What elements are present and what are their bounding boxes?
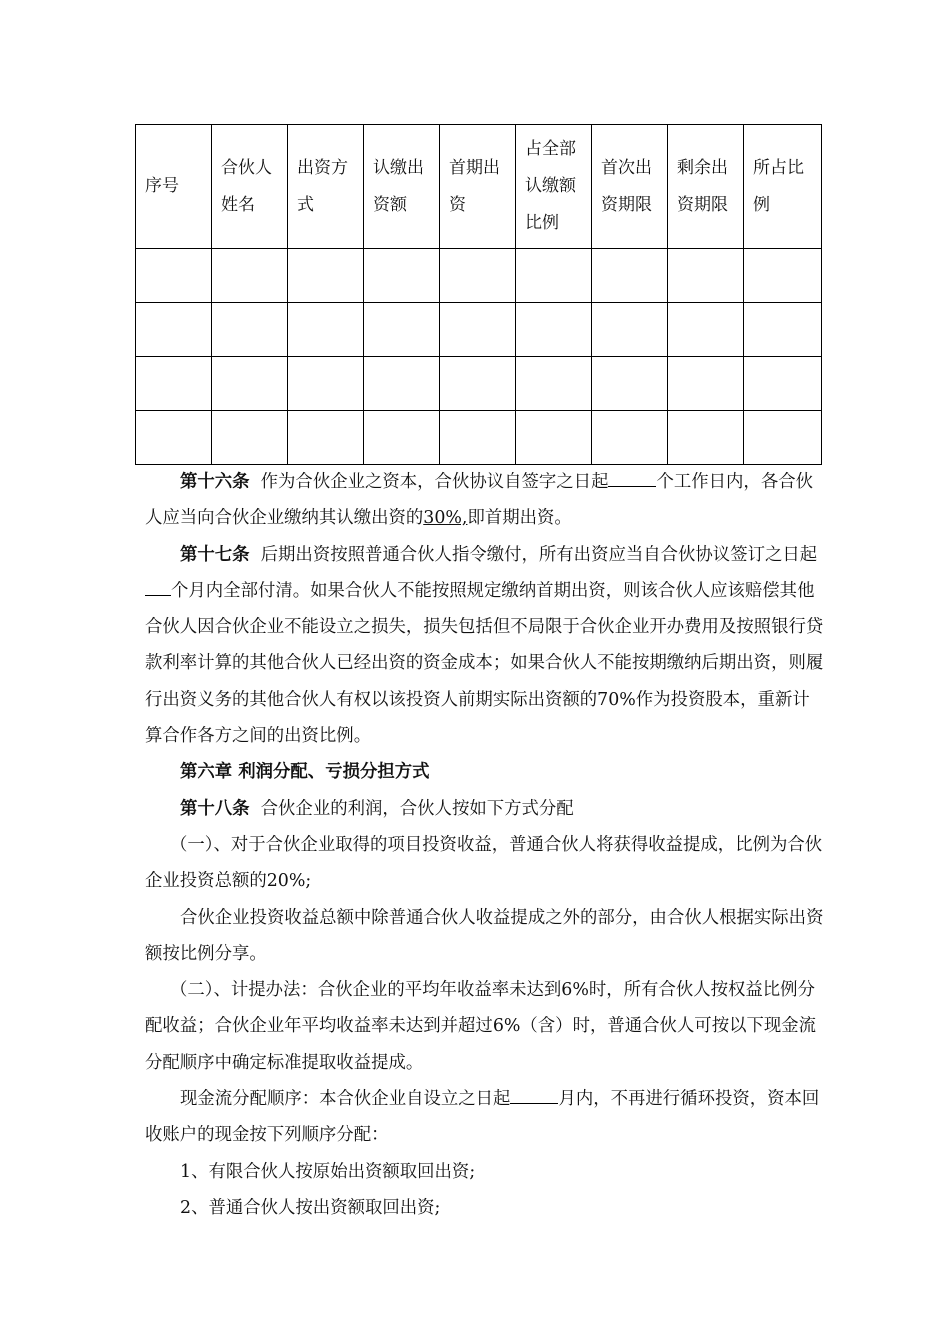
table-cell: [364, 411, 440, 465]
paragraph-accrual-method: （二）、计提办法：合伙企业的平均年收益率未达到6%时，所有合伙人按权益比例分配收益；合伙企业年平均收益率未达到并超过6%（含）时，普通合伙人可按以下现金流分配顺序中确定标准提取收益提成。: [145, 980, 817, 1073]
chapter-6-heading: 第六章 利润分配、亏损分担方式: [180, 762, 430, 783]
table-cell: [592, 303, 668, 357]
table-cell: [668, 249, 744, 303]
article-18-text: 合伙企业的利润，合伙人按如下方式分配: [260, 798, 574, 819]
table-cell: [516, 303, 592, 357]
article-17-text-2: 个月内全部付清。如果合伙人不能按照规定缴纳首期出资，则该合伙人应该赔偿其他合伙人因合伙企业不能设立之损失，损失包括但不局限于合伙企业开办费用及按照银行贷款利率计算的其他合伙人已经出资的资金成本；如果合伙人不能按期缴纳后期出资，则履行出资义务的其他合伙人有权以该投资人前期实际出资额的70%作为投资股本，重新计算合作各方之间的出资比例。: [145, 580, 824, 747]
article-17: [145, 537, 825, 755]
header-cell: 序号: [136, 125, 212, 249]
article-18: [145, 791, 825, 827]
table-cell: [288, 357, 364, 411]
article-16-text-2: 个工作日内，各合伙人应当向合伙企业缴纳其认缴出资的: [145, 472, 813, 529]
table-cell: [288, 411, 364, 465]
table-cell: [516, 249, 592, 303]
paragraph-profit-share: （一）、对于合伙企业取得的项目投资收益，普通合伙人将获得收益提成，比例为合伙企业投资总额的20%;: [145, 834, 823, 892]
table-cell: [744, 249, 822, 303]
table-cell: [744, 411, 822, 465]
header-cell: 出资方式: [288, 125, 364, 249]
table-cell: [212, 411, 288, 465]
header-cell: 认缴出资额: [364, 125, 440, 249]
header-cell: 合伙人姓名: [212, 125, 288, 249]
table-cell: [592, 249, 668, 303]
table-cell: [668, 303, 744, 357]
table-cell: [364, 249, 440, 303]
header-cell: 首次出资期限: [592, 125, 668, 249]
table-cell: [668, 411, 744, 465]
contribution-table: [135, 124, 822, 465]
table-cell: [212, 357, 288, 411]
header-cell: 所占比例: [744, 125, 822, 249]
table-cell: [668, 357, 744, 411]
table-cell: [136, 357, 212, 411]
table-cell: [136, 411, 212, 465]
table-cell: [440, 357, 516, 411]
table-cell: [516, 357, 592, 411]
table-cell: [440, 249, 516, 303]
table-cell: [136, 249, 212, 303]
table-row: [136, 411, 822, 465]
fill-blank: [145, 577, 171, 596]
cashflow-text-1: 现金流分配顺序：本合伙企业自设立之日起: [180, 1089, 511, 1110]
table-row: [136, 357, 822, 411]
table-cell: [288, 303, 364, 357]
article-16-text-3: 即首期出资。: [467, 508, 572, 529]
table-cell: [440, 303, 516, 357]
article-16: [145, 464, 825, 537]
header-cell: 首期出资: [440, 125, 516, 249]
paragraph-cashflow-order: [145, 1081, 825, 1154]
table-cell: [136, 303, 212, 357]
article-18-title: 第十八条: [180, 798, 250, 819]
table-row: [136, 303, 822, 357]
article-16-text-1: 作为合伙企业之资本，合伙协议自签字之日起: [260, 472, 609, 492]
table-header-row: [136, 125, 822, 249]
table-cell: [516, 411, 592, 465]
table-row: [136, 249, 822, 303]
table-cell: [288, 249, 364, 303]
table-cell: [744, 357, 822, 411]
table-cell: [212, 249, 288, 303]
article-17-text-1: 后期出资按照普通合伙人指令缴付，所有出资应当自合伙协议签订之日起: [260, 544, 818, 565]
article-16-title: 第十六条: [180, 472, 250, 492]
table-cell: [592, 411, 668, 465]
table-cell: [212, 303, 288, 357]
table-cell: [440, 411, 516, 465]
header-cell: 占全部认缴额比例: [516, 125, 592, 249]
fill-blank: [510, 1085, 558, 1104]
list-item-1: 1、有限合伙人按原始出资额取回出资;: [180, 1161, 476, 1182]
fill-blank: [608, 468, 656, 487]
table-cell: [744, 303, 822, 357]
table-cell: [592, 357, 668, 411]
article-16-percentage: 30%,: [423, 508, 468, 529]
table-cell: [364, 303, 440, 357]
paragraph-remaining-share: 合伙企业投资收益总额中除普通合伙人收益提成之外的部分，由合伙人根据实际出资额按比例分享。: [145, 907, 824, 964]
document-body: [145, 464, 825, 1226]
header-cell: 剩余出资期限: [668, 125, 744, 249]
list-item-2: 2、普通合伙人按出资额取回出资;: [180, 1197, 441, 1218]
table-cell: [364, 357, 440, 411]
cashflow-text-2: 月内，不再进行循环投资，资本回收账户的现金按下列顺序分配：: [145, 1089, 820, 1146]
article-17-title: 第十七条: [180, 544, 250, 565]
